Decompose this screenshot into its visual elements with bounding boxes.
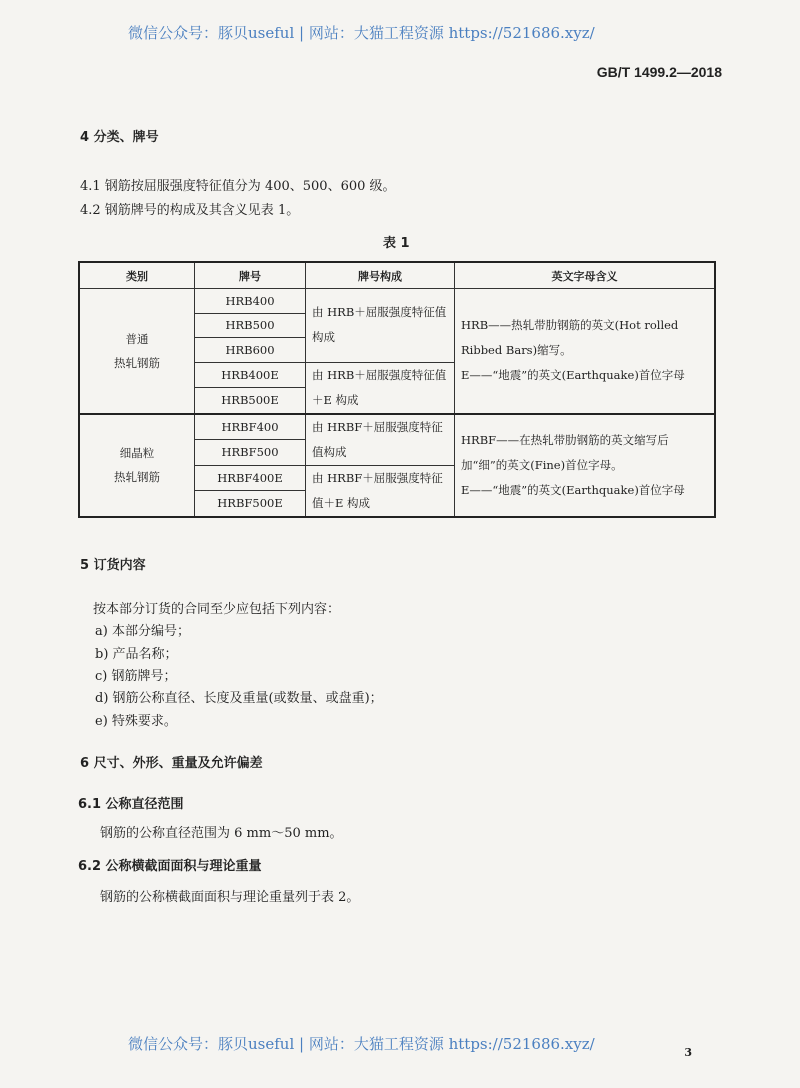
list-item: b) 产品名称； — [95, 647, 178, 662]
watermark-top: 微信公众号：豚贝useful | 网站：大猫工程资源 https://521686.xyz/ — [128, 24, 595, 42]
section-5-intro: 按本部分订货的合同至少应包括下列内容： — [93, 602, 341, 617]
section-5-title: 5 订货内容 — [80, 558, 146, 573]
meaning-cell: HRBF——在热轧带肋钢筋的英文缩写后加“细”的英文(Fine)首位字母。 E——“地震”的英文(Earthquake)首位字母 — [455, 414, 716, 517]
grade-table — [78, 261, 716, 518]
grade-cell: HRBF400E — [195, 465, 306, 490]
section-6-title: 6 尺寸、外形、重量及允许偏差 — [80, 756, 263, 771]
clause-6-2-text: 钢筋的公称横截面面积与理论重量列于表 2。 — [100, 890, 360, 905]
table-caption: 表 1 — [383, 236, 410, 251]
list-item: a) 本部分编号； — [95, 624, 190, 639]
clause-6-1-title: 6.1 公称直径范围 — [78, 797, 184, 812]
composition-cell: 由 HRBF＋屈服强度特征值构成 — [306, 414, 455, 466]
clause-6-2-title: 6.2 公称横截面面积与理论重量 — [78, 859, 262, 874]
category-cell: 细晶粒 热轧钢筋 — [79, 414, 195, 517]
grade-cell: HRB400 — [195, 289, 306, 314]
header-composition: 牌号构成 — [306, 262, 455, 289]
list-item: d) 钢筋公称直径、长度及重量(或数量、或盘重)； — [95, 691, 383, 706]
clause-6-1-text: 钢筋的公称直径范围为 6 mm～50 mm。 — [100, 826, 343, 841]
grade-cell: HRBF500 — [195, 440, 306, 466]
grade-cell: HRB400E — [195, 362, 306, 387]
composition-cell: 由 HRB＋屈服强度特征值构成 — [306, 289, 455, 363]
composition-cell: 由 HRB＋屈服强度特征值＋E 构成 — [306, 362, 455, 414]
header-grade: 牌号 — [195, 262, 306, 289]
clause-4-1: 4.1 钢筋按屈服强度特征值分为 400、500、600 级。 — [80, 179, 396, 194]
meaning-cell: HRB——热轧带肋钢筋的英文(Hot rolled Ribbed Bars)缩写。 E——“地震”的英文(Earthquake)首位字母 — [455, 289, 716, 414]
header-meaning: 英文字母含义 — [455, 262, 716, 289]
composition-cell: 由 HRBF＋屈服强度特征值＋E 构成 — [306, 465, 455, 517]
grade-cell: HRBF500E — [195, 490, 306, 516]
list-item: c) 钢筋牌号； — [95, 669, 177, 684]
list-item: e) 特殊要求。 — [95, 714, 177, 729]
grade-cell: HRB500E — [195, 387, 306, 413]
clause-4-2: 4.2 钢筋牌号的构成及其含义见表 1。 — [80, 203, 300, 218]
watermark-bottom: 微信公众号：豚贝useful | 网站：大猫工程资源 https://521686.xyz/ — [128, 1035, 595, 1053]
grade-cell: HRB600 — [195, 338, 306, 363]
grade-cell: HRB500 — [195, 313, 306, 338]
page-number: 3 — [684, 1046, 692, 1059]
category-cell: 普通 热轧钢筋 — [79, 289, 195, 414]
section-4-title: 4 分类、牌号 — [80, 130, 159, 145]
standard-number: GB/T 1499.2—2018 — [596, 64, 722, 80]
header-category: 类别 — [79, 262, 195, 289]
grade-cell: HRBF400 — [195, 414, 306, 440]
